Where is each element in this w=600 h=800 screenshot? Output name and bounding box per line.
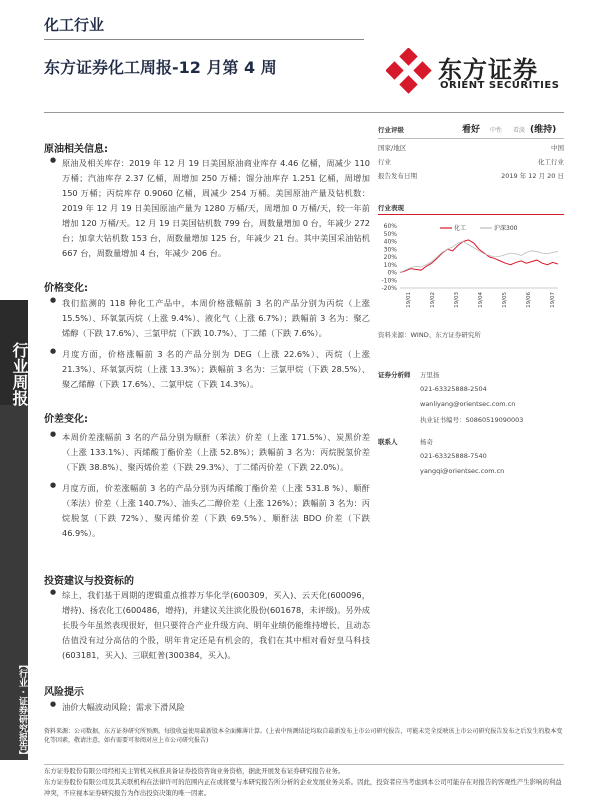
bullet-text: 本周价差涨幅前 3 名的产品分别为顺酐（苯法）价差（上涨 171.5%）、炭黑价差（上涨 133.1%）、丙烯酸丁酯价差（上涨 52.8%）；跌幅前 3 名为：丙烷脱氢价差（下跌 38.8%）、聚丙烯价差（下跌 29.3%）、丁二烯丙价差（下跌 22.0%）。 [62,432,370,472]
analyst-label: 证券分析师 [378,371,411,379]
rating-neutral: 中性 [490,127,503,134]
brand-logo [386,48,566,96]
y-tick-label: -20% [381,285,397,292]
contact-email[interactable]: yangqi@orientsec.com.cn [420,467,505,475]
section-heading-oil: 原油相关信息: [44,144,108,155]
report-category-label: 【行业 · 证券研究报告】 [17,660,27,760]
logo-name: 东方证券 [438,56,538,84]
divider [44,112,564,113]
y-tick-label: 20% [383,254,397,261]
sector-label: 化工行业 [44,16,105,34]
rating-label: 行业评级 [378,126,404,134]
section-oil: ● 原油及相关库存：2019 年 12 月 19 日美国原油商业库存 4.46 亿桶，周减少 110 万桶；汽油库存 2.37 亿桶，周增加 250 万桶；馏分油库存 1.251 亿桶，周增加 150 万桶；丙烷库存 0.9060 亿桶，周减少 254 万桶。美国原油产量及钻机数：2019 年 12 月 19 日美国原油产量为 1280 万桶/天，周增加 0 万桶/天，较一年前增加 120 万桶/天。12 月 19 日美国钻机数 799 台，周数量增加 0 台，年减少 272 台；加拿大钻机数 153 台，周数量增加 125 台，年减少 21 台。其中美国采油钻机 667 台，周数量增加 4 台，年减少 206 台。 [62,156,370,261]
section-heading-price: 价格变化: [44,283,88,294]
contact-phone: 021-63325888-7540 [420,452,487,460]
chart-source: 资料来源：WIND、东方证券研究所 [378,331,481,339]
rating-value: 看好 [462,125,481,135]
divider [378,214,564,215]
analyst-name: 万里扬 [420,371,440,379]
logo-english: ORIENT SECURITIES [440,80,560,91]
rating-watch: 看淡 [513,127,526,134]
y-tick-label: -10% [381,277,397,285]
analyst-phone: 021-63325888-2504 [420,385,487,393]
rating-row [378,122,564,136]
divider [44,39,364,40]
table-row: 行业 化工行业 [378,158,564,166]
bullet-text: 月度方面，价差涨幅前 3 名的产品分别为丙烯酸丁酯价差（上涨 531.8 %）、顺酐（苯法）价差（上涨 140.7%）、油头乙二醇价差（上涨 126%）；跌幅前 3 名为：丙烷脱氢（下跌 72%）、聚丙烯价差（下跌 69.5%）、顺酐法 BDO 价差（下跌 46.9%）。 [62,483,370,538]
divider [378,138,564,139]
section-advice: ● 综上，我们基于周期的逻辑重点推荐万华化学(600309，买入)、云天化(600096，增持)、扬农化工(600486，增持)，并建议关注滨化股份(601678，未评级)。另外成长股今年虽然表现很好，但只要符合产业升级方向、明年业绩仍能维持增长、且动态估值没有过分高估的个股，明年肯定还是有机会的，我们在其中相对看好皇马科技(603181，买入)、三联虹普(300384，买入)。 [62,588,370,663]
section-price: ● 我们监测的 118 种化工产品中，本周价格涨幅前 3 名的产品分别为丙烷（上涨 15.5%）、环氧氯丙烷（上涨 9.4%）、液化气（上涨 6.7%）；跌幅前 3 名为：聚乙烯醇（下跌 17.6%）、三氯甲烷（下跌 10.7%）、丁二烯（下跌 7.6%）。 ● 月度方面，价格涨幅前 3 名的产品分别为 DEG（上涨 22.6%）、丙烷（上涨 21.3%）、环氧氯丙烷（上涨 13.3%）；跌幅前 3 名为：三氯甲烷（下跌 28.5%）、聚乙烯醇（下跌 17.6%）、二氯甲烷（下跌 14.3%）。 [62,296,370,392]
legend-label: 化工 [454,225,467,232]
disclaimer-line: 东方证券股份有限公司经相关主管机关核准具备证券投资咨询业务资格，据此开展发布证券研究报告业务。 [44,767,345,775]
legend-label: 沪深300 [494,225,518,232]
y-tick-label: 10% [383,261,397,269]
analyst-email[interactable]: wanliyang@orientsec.com.cn [420,400,516,408]
section-risk: ● 油价大幅波动风险；需求下滑风险 [62,700,370,715]
report-type-label: 行业周报 [10,342,29,406]
bullet-text: 油价大幅波动风险；需求下滑风险 [62,702,185,712]
y-tick-label: 40% [383,238,397,246]
section-heading-advice: 投资建议与投资标的 [44,576,134,587]
x-tick-label: 19/02 [430,292,436,308]
x-tick-label: 19/06 [526,292,532,308]
disclaimer-line: 东方证券股份有限公司及其关联机构在法律许可的范围内正在或将要与本研究报告所分析的企业发展业务关系。因此，投资者应当考虑到本公司可能存在对报告的客观性产生影响的利益冲突，不应视本证券研究报告为作出投资决策的唯一因素。 [44,778,562,797]
x-tick-label: 19/03 [454,292,460,308]
y-tick-label: 60% [383,223,397,230]
x-tick-label: 19/01 [406,292,412,308]
page-title: 东方证券化工周报-12 月第 4 周 [44,58,277,77]
section-heading-spread: 价差变化: [44,414,88,425]
rating-table [378,143,564,185]
divider [44,764,564,765]
contact-name: 杨奇 [420,438,433,446]
x-tick-label: 19/07 [550,292,556,308]
series-line [400,240,558,273]
y-tick-label: 50% [383,230,397,238]
x-tick-label: 19/04 [478,292,484,308]
section-spread: ● 本周价差涨幅前 3 名的产品分别为顺酐（苯法）价差（上涨 171.5%）、炭黑价差（上涨 133.1%）、丙烯酸丁酯价差（上涨 52.8%）；跌幅前 3 名为：丙烷脱氢价差（下跌 38.8%）、聚丙烯价差（下跌 29.3%）、丁二烯丙价差（下跌 22.0%）。 ● 月度方面，价差涨幅前 3 名的产品分别为丙烯酸丁酯价差（上涨 531.8 %）、顺酐（苯法）价差（上涨 140.7%）、油头乙二醇价差（上涨 126%）；跌幅前 3 名为：丙烷脱氢（下跌 72%）、聚丙烯价差（下跌 69.5%）、顺酐法 BDO 价差（下跌 46.9%）。 [62,430,370,541]
rating-maintain: (维持) [530,125,557,135]
bullet-text: 我们监测的 118 种化工产品中，本周价格涨幅前 3 名的产品分别为丙烷（上涨 15.5%）、环氧氯丙烷（上涨 9.4%）、液化气（上涨 6.7%）；跌幅前 3 名为：聚乙烯醇（下跌 17.6%）、三氯甲烷（下跌 10.7%）、丁二烯（下跌 7.6%）。 [62,298,370,338]
x-tick-label: 19/05 [502,292,508,308]
bullet-text: 月度方面，价格涨幅前 3 名的产品分别为 DEG（上涨 22.6%）、丙烷（上涨 21.3%）、环氧氯丙烷（上涨 13.3%）；跌幅前 3 名为：三氯甲烷（下跌 28.5%）、聚乙烯醇（下跌 17.6%）、二氯甲烷（下跌 14.3%）。 [62,349,370,389]
performance-chart [378,218,564,318]
orient-logo-icon [386,48,432,94]
analyst-cert: 执业证书编号：S0860519090003 [420,416,524,424]
table-row: 报告发布日期 2019 年 12 月 20 日 [378,172,564,180]
bullet-text: 原油及相关库存：2019 年 12 月 19 日美国原油商业库存 4.46 亿桶，周减少 110 万桶；汽油库存 2.37 亿桶，周增加 250 万桶；馏分油库存 1.251 亿桶，周增加 150 万桶；丙烷库存 0.9060 亿桶，周减少 254 万桶。美国原油产量及钻机数：2019 年 12 月 19 日美国原油产量为 1280 万桶/天，周增加 0 万桶/天，较一年前增加 120 万桶/天。12 月 19 日美国钻机数 799 台，周数量增加 0 台，年减少 272 台；加拿大钻机数 153 台，周数量增加 125 台，年减少 21 台。其中美国采油钻机 667 台，周数量增加 4 台，年减少 206 台。 [62,158,370,258]
y-tick-label: 0% [387,269,397,277]
y-tick-label: 30% [383,246,397,254]
table-row: 国家/地区 中国 [378,144,564,152]
section-heading-risk: 风险提示 [44,687,84,698]
footnote: 资料来源：公司数据，东方证券研究所预测。每股收益使用最新股本全面摊薄计算。(上表中预测结论均取自最新发布上市公司研究报告，可能未完全反映该上市公司研究报告发布之后发生的股本变化等因素，敬请注意，如有需要可参阅对应上市公司研究报告) [44,728,563,744]
chart-heading: 行业表现 [378,204,404,212]
contact-label: 联系人 [378,438,398,446]
bullet-text: 综上，我们基于周期的逻辑重点推荐万华化学(600309，买入)、云天化(600096，增持)、扬农化工(600486，增持)，并建议关注滨化股份(601678，未评级)。另外成长股今年虽然表现很好，但只要符合产业升级方向、明年业绩仍能维持增长、且动态估值没有过分高估的个股，明年肯定还是有机会的，我们在其中相对看好皇马科技(603181，买入)、三联虹普(300384，买入)。 [62,590,370,660]
